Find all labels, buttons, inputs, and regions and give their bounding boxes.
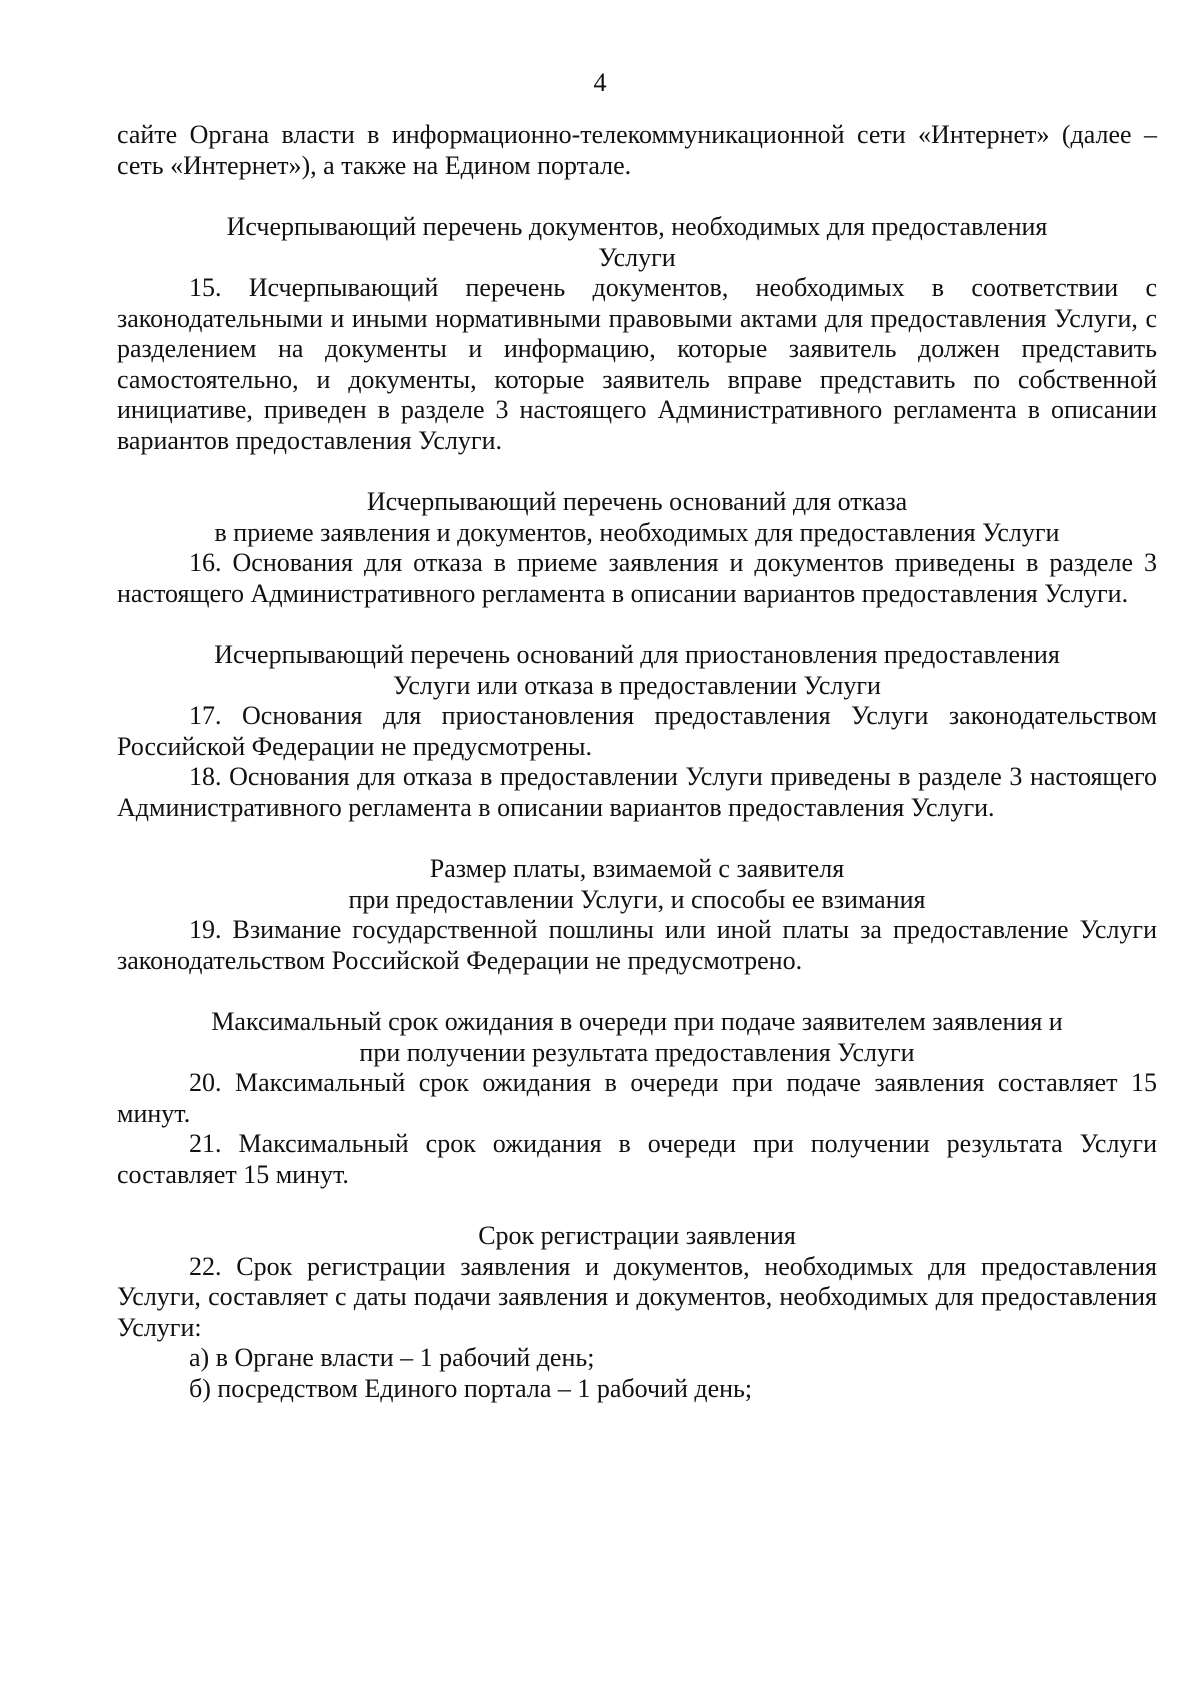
paragraph-20: 20. Максимальный срок ожидания в очереди при подаче заявления составляет 15 минут. bbox=[117, 1068, 1157, 1128]
intro-paragraph: сайте Органа власти в информационно-телекоммуникационной сети «Интернет» (далее – сеть «Интернет»), а также на Едином портале. bbox=[117, 120, 1157, 180]
list-item-b: б) посредством Единого портала – 1 рабочий день; bbox=[189, 1373, 753, 1403]
heading-line: в приеме заявления и документов, необходимых для предоставления Услуги bbox=[214, 517, 1060, 547]
heading-line: при предоставлении Услуги, и способы ее взимания bbox=[348, 884, 926, 914]
heading-line: Максимальный срок ожидания в очереди при подаче заявителем заявления и bbox=[211, 1007, 1063, 1036]
paragraph-19: 19. Взимание государственной пошлины или иной платы за предоставление Услуги законодательством Российской Федерации не предусмотрено. bbox=[117, 915, 1157, 975]
paragraph-16: 16. Основания для отказа в приеме заявления и документов приведены в разделе 3 настоящего Административного регламента в описании вариантов предоставления Услуги. bbox=[117, 548, 1157, 608]
paragraph-21: 21. Максимальный срок ожидания в очереди при получении результата Услуги составляет 15 минут. bbox=[117, 1129, 1157, 1189]
paragraph-22: 22. Срок регистрации заявления и документов, необходимых для предоставления Услуги, составляет с даты подачи заявления и документов, необходимых для предоставления Услуги: bbox=[117, 1251, 1157, 1342]
heading-line: Исчерпывающий перечень документов, необходимых для предоставления bbox=[226, 212, 1048, 241]
section-heading-registration bbox=[117, 1221, 1157, 1252]
heading-line: Срок регистрации заявления bbox=[478, 1221, 796, 1250]
heading-line: Исчерпывающий перечень оснований для приостановления предоставления bbox=[214, 640, 1060, 669]
heading-line: Исчерпывающий перечень оснований для отказа bbox=[366, 487, 908, 516]
heading-line: Услуги или отказа в предоставлении Услуги bbox=[393, 670, 881, 700]
page-number: 4 bbox=[593, 68, 607, 97]
list-item-a: а) в Органе власти – 1 рабочий день; bbox=[189, 1343, 595, 1372]
document-body bbox=[117, 120, 1157, 1404]
heading-line: при получении результата предоставления Услуги bbox=[359, 1037, 915, 1067]
heading-line: Размер платы, взимаемой с заявителя bbox=[429, 854, 845, 883]
section-heading-documents bbox=[117, 212, 1157, 273]
section-heading-suspension bbox=[117, 640, 1157, 701]
section-heading-fee bbox=[117, 854, 1157, 915]
section-heading-queue bbox=[117, 1007, 1157, 1068]
section-heading-refusal-reception bbox=[117, 487, 1157, 548]
paragraph-18: 18. Основания для отказа в предоставлении Услуги приведены в разделе 3 настоящего Административного регламента в описании вариантов предоставления Услуги. bbox=[117, 762, 1157, 822]
heading-line: Услуги bbox=[598, 242, 676, 272]
paragraph-17: 17. Основания для приостановления предоставления Услуги законодательством Российской Федерации не предусмотрены. bbox=[117, 701, 1157, 761]
paragraph-15: 15. Исчерпывающий перечень документов, необходимых в соответствии с законодательными и иными нормативными правовыми актами для предоставления Услуги, с разделением на документы и информацию, которые заявитель должен представить самостоятельно, и документы, которые заявитель вправе представить по собственной инициативе, приведен в разделе 3 настоящего Административного регламента в описании вариантов предоставления Услуги. bbox=[117, 273, 1157, 455]
